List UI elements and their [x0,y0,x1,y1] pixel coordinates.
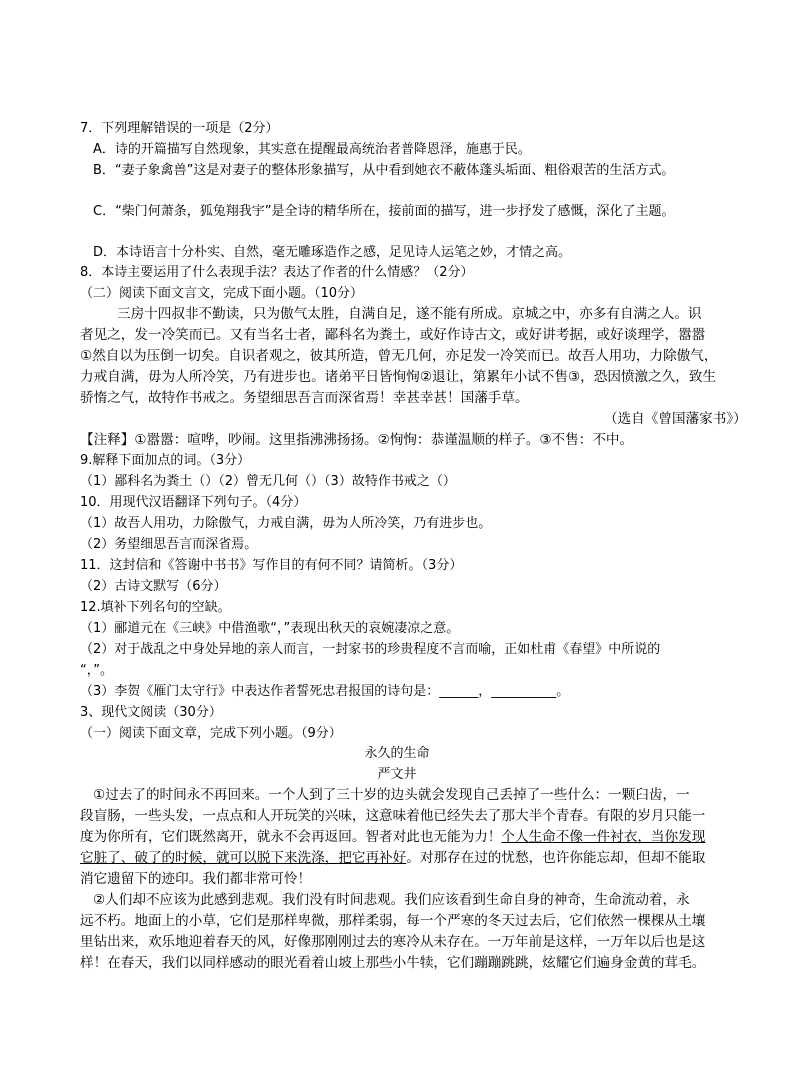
q12-item-2-cont: “，”。 [80,663,113,678]
article-p2-line-1: ②人们却不应该为此感到悲观。我们没有时间悲观。我们应该看到生命自身的神奇，生命流动着，永 [93,892,690,908]
passage-source: （选自《曾国藩家书》） [604,411,747,427]
article-p1-line-3-text: 度为你所有，它们既然离开，就永不会再返回。智者对此也无能为力！ [80,829,502,845]
q7-option-c: C．“柴门何萧条，狐兔翔我宇”是全诗的精华所在，接前面的描写，进一步抒发了感慨，深化了主题。 [93,204,675,219]
q12-item-3: （3）李贺《雁门太守行》中表达作者誓死忠君报国的诗句是：______，__________。 [80,684,570,699]
article-author: 严文井 [377,767,417,782]
q10-sentence-2: （2）务望细思吾言而深省焉。 [80,537,258,552]
q7-option-a: A．诗的开篇描写自然现象，其实意在提醒最高统治者普降恩泽，施惠于民。 [93,142,531,157]
passage-line-3: ①然自以为压倒一切矣。自识者观之，彼其所造，曾无几何，亦足发一冷笑而已。故吾人用功，力除傲气， [80,348,718,364]
section2-title: （二）阅读下面文言文，完成下面小题。（10分） [80,286,364,301]
q11-stem: 11．这封信和《答谢中书书》写作目的有何不同？请简析。（3分） [80,558,463,573]
article-p2-line-2: 远不朽。地面上的小草，它们是那样卑微，那样柔弱，每一个严寒的冬天过去后，它们依然一棵棵从土壤 [80,913,706,929]
q9-stem: 9.解释下面加点的词。（3分） [80,453,251,468]
article-p1-line-3 [80,827,705,848]
q9-items: （1）鄙科名为粪土（）（2）曾无几何（）（3）故特作书戒之（） [80,474,456,489]
q10-stem: 10．用现代汉语翻译下列句子。（4分） [80,495,307,510]
q12-item-2: （2）对于战乱之中身处异地的亲人而言，一封家书的珍贵程度不言而喻，正如杜甫《春望》中所说的 [80,642,661,657]
passage-line-5: 骄惰之气，故特作书戒之。务望细思吾言而深省焉！幸甚幸甚！国藩手草。 [80,390,529,406]
article-p1-line-5: 消它遗留下的迹印。我们都非常可怜！ [80,871,312,887]
q10-sentence-1: （1）故吾人用功，力除傲气，力戒自满，毋为人所冷笑，乃有进步也。 [80,516,492,531]
article-p1-line-4-text: 。对那存在过的忧愁，也许你能忘却，但却不能取 [406,850,706,866]
section3-subtitle: （一）阅读下面文章，完成下列小题。（9分） [80,726,342,741]
article-p1-line-1: ①过去了的时间永不再回来。一个人到了三十岁的边头就会发现自己丢掉了一些什么：一颗臼齿，一 [93,787,690,803]
underlined-sentence-part-2: 它脏了、破了的时候，就可以脱下来洗涤，把它再补好 [80,850,407,866]
passage-line-4: 力戒自满，毋为人所冷笑，乃有进步也。诸弟平日皆恂恂②退让，第累年小试不售③，恐因愤激之久，致生 [80,369,717,385]
q12-stem: 12.填补下列名句的空缺。 [80,600,231,615]
q7-stem: 7．下列理解错误的一项是（2分） [80,121,279,136]
article-p1-line-2: 段盲肠，一些头发，一点点和人开玩笑的兴味，这意味着他已经失去了那大半个青春。有限的岁月只能一 [80,808,706,824]
dictation-title: （2）古诗文默写（6分） [80,579,227,594]
annotation-note: 【注释】①嚣嚣：喧哗，吵闹。这里指沸沸扬扬。②恂恂：恭谨温顺的样子。③不售：不中。 [80,432,634,448]
passage-line-2: 者见之，发一冷笑而已。又有当名士者，鄙科名为粪土，或好作诗古文，或好讲考据，或好谈理学，嚣嚣 [80,327,706,343]
q7-option-d: D．本诗语言十分朴实、自然，毫无雕琢造作之感，足见诗人运笔之妙，才情之高。 [93,245,572,260]
underlined-sentence-part-1: 个人生命不像一件衬衣，当你发现 [501,829,706,845]
article-p2-line-4: 样！在春天，我们以同样感动的眼光看着山坡上那些小牛犊，它们蹦蹦跳跳，炫耀它们遍身金黄的茸毛。 [80,955,706,971]
q12-item-1: （1）郦道元在《三峡》中借渔歌“，”表现出秋天的哀婉凄凉之意。 [80,621,460,636]
article-p2-line-3: 里钻出来，欢乐地迎着春天的风，好像那刚刚过去的寒冷从未存在。一万年前是这样，一万年以后也是这 [80,934,706,950]
q8-stem: 8．本诗主要运用了什么表现手法？表达了作者的什么情感？（2分） [80,265,474,280]
article-title: 永久的生命 [364,746,430,761]
article-p1-line-4 [80,848,705,869]
section3-title: 3、现代文阅读（30分） [80,705,222,720]
passage-line-1: 三房十四叔非不勤读，只为傲气太胜，自满自足，遂不能有所成。京城之中，亦多有自满之人。识 [117,306,702,322]
q7-option-b: B．“妻子象禽兽”这是对妻子的整体形象描写，从中看到她衣不蔽体蓬头垢面、粗俗艰苦的生活方式。 [93,163,675,178]
